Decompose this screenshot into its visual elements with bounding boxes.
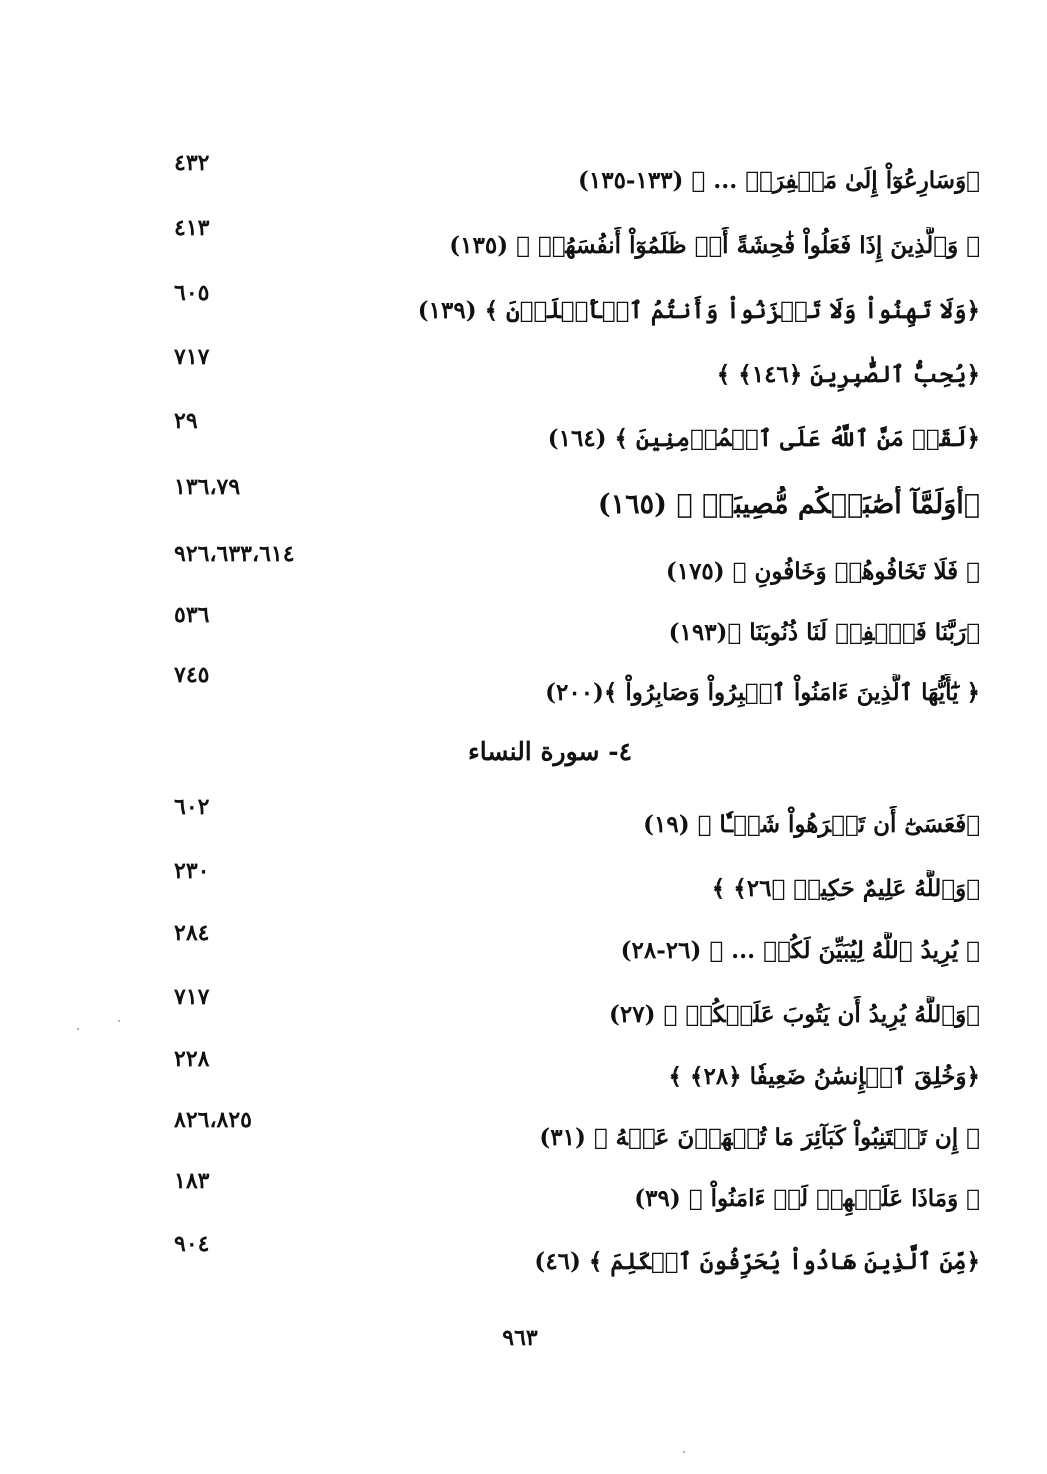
verse-text: ﴿وَٱللَّهُ عَلِيمٌ حَكِيمٞ ﴿٢٦﴾ ﴾ xyxy=(711,875,980,902)
scan-speck xyxy=(683,1451,685,1453)
page-references: ٥٣٦ xyxy=(174,602,210,628)
verse-text: ﴿ يَٰٓأَيُّهَا ٱلَّذِينَ ءَامَنُواْ ٱصۡبِرُواْ وَصَابِرُواْ ﴾(٢٠٠) xyxy=(545,679,980,706)
index-entry xyxy=(160,602,980,664)
page-references: ٩٢٦،٦٣٣،٦١٤ xyxy=(174,541,295,567)
index-entry xyxy=(160,215,980,277)
index-entry xyxy=(160,984,980,1046)
page-references: ٤٣٢ xyxy=(174,150,210,176)
page-references: ٨٢٦،٨٢٥ xyxy=(174,1107,252,1133)
index-entry xyxy=(160,1107,980,1169)
page-references: ٧٤٥ xyxy=(174,662,210,688)
verse-text: ﴿ إِن تَجۡتَنِبُواْ كَبَآئِرَ مَا تُنۡهَوۡنَ عَنۡهُ ﴾ (٣١) xyxy=(539,1124,980,1151)
verse-text: ﴿وَخُلِقَ ٱلۡإِنسَٰنُ ضَعِيفٗا ﴿٢٨﴾ ﴾ xyxy=(668,1063,980,1090)
page-references: ٧١٧ xyxy=(174,344,210,370)
page-references: ١٣٦،٧٩ xyxy=(174,474,241,500)
verse-text: ﴿ وَٱلَّذِينَ إِذَا فَعَلُواْ فَٰحِشَةً أَوۡ ظَلَمُوٓاْ أَنفُسَهُمۡ ﴾ (١٣٥) xyxy=(449,232,980,259)
page-references: ٤١٣ xyxy=(174,215,210,241)
page-references: ٢٣٠ xyxy=(174,858,210,884)
index-entry xyxy=(160,280,980,342)
page-references: ٦٠٥ xyxy=(174,280,210,306)
verse-text: ﴿فَعَسَىٰٓ أَن تَكۡرَهُواْ شَيۡـٔٗا ﴾ (١٩) xyxy=(643,811,980,838)
page-references: ٢٩ xyxy=(174,408,198,434)
verse-text: ﴿ وَمَاذَا عَلَيۡهِمۡ لَوۡ ءَامَنُواْ ﴾ (٣٩) xyxy=(634,1185,980,1212)
index-entry xyxy=(160,858,980,920)
scan-speck xyxy=(118,1020,120,1022)
surah-heading: ٤- سورة النساء xyxy=(467,737,633,766)
index-entry xyxy=(160,344,980,406)
scan-speck xyxy=(77,1028,79,1030)
index-entry xyxy=(160,1231,980,1293)
verse-text: ﴿وَٱللَّهُ يُرِيدُ أَن يَتُوبَ عَلَيۡكُمۡ ﴾ (٢٧) xyxy=(609,1001,980,1028)
page-number: ٩٦٣ xyxy=(502,1325,538,1351)
verse-text: ﴿أَوَلَمَّآ أَصَٰبَتۡكُم مُّصِيبَةٞ ﴾ (١٦٥) xyxy=(597,489,980,520)
page-references: ٧١٧ xyxy=(174,984,210,1010)
page-references: ١٨٣ xyxy=(174,1168,210,1194)
index-entry xyxy=(160,1168,980,1230)
verse-text: ﴿لَقَدۡ مَنَّ ٱللَّهُ عَلَى ٱلۡمُؤۡمِنِينَ ﴾ (١٦٤) xyxy=(547,425,980,452)
index-entry xyxy=(160,1046,980,1108)
verse-text: ﴿مِّنَ ٱلَّذِينَ هَادُواْ يُحَرِّفُونَ ٱلۡكَلِمَ ﴾ (٤٦) xyxy=(534,1248,980,1275)
verse-text: ﴿وَسَارِعُوٓاْ إِلَىٰ مَغۡفِرَةٖ ... ﴾ (١٣٣-١٣٥) xyxy=(577,167,980,194)
page-references: ٩٠٤ xyxy=(174,1231,210,1257)
verse-text: ﴿رَبَّنَا فَٱغۡفِرۡ لَنَا ذُنُوبَنَا ﴾(١٩٣) xyxy=(668,619,980,646)
verse-text: ﴿يُحِبُّ ٱلصَّٰبِرِينَ ﴿١٤٦﴾ ﴾ xyxy=(716,361,980,388)
index-entry xyxy=(160,474,980,536)
index-entry xyxy=(160,662,980,724)
verse-text: ﴿ فَلَا تَخَافُوهُمۡ وَخَافُونِ ﴾ (١٧٥) xyxy=(665,558,980,585)
index-entry xyxy=(160,150,980,212)
index-entry xyxy=(160,920,980,982)
index-entry xyxy=(160,794,980,856)
page-references: ٦٠٢ xyxy=(174,794,210,820)
index-entry xyxy=(160,541,980,603)
page-references: ٢٨٤ xyxy=(174,920,210,946)
verse-text: ﴿ يُرِيدُ ٱللَّهُ لِيُبَيِّنَ لَكُمۡ ... ﴾ (٢٦-٢٨) xyxy=(620,937,980,964)
page-references: ٢٢٨ xyxy=(174,1046,210,1072)
verse-text: ﴿وَلَا تَهِنُواْ وَلَا تَحۡزَنُواْ وَأَنتُمُ ٱلۡأَعۡلَوۡنَ ﴾ (١٣٩) xyxy=(417,297,980,324)
index-entry xyxy=(160,408,980,470)
